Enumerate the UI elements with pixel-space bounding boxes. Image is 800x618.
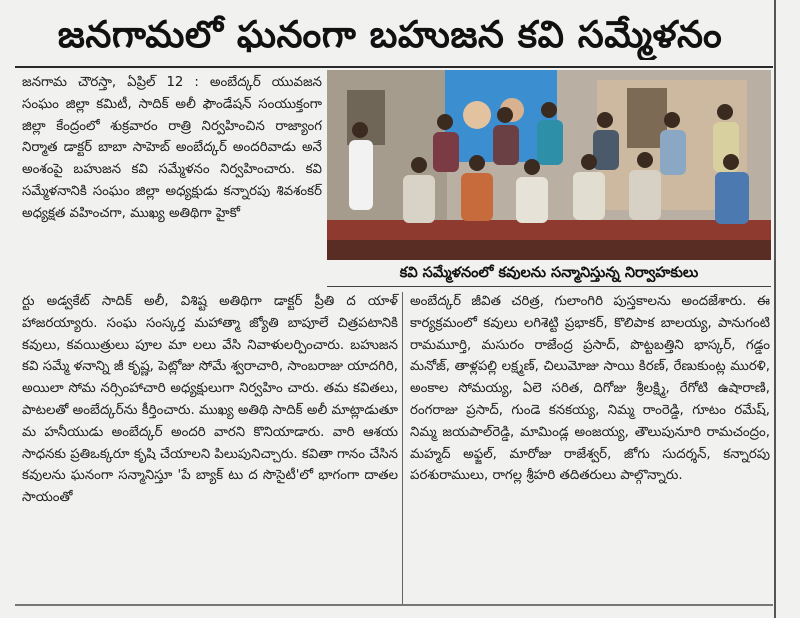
- article-right-column: [410, 291, 770, 487]
- poets-felicitation-photo: [327, 70, 771, 260]
- article-intro: జనగామ చౌరస్తా, ఏప్రిల్ 12 : అంబేద్కర్ యువజన సంఘం జిల్లా కమిటీ, సాదిక్ అలీ ఫౌండేషన్ సంయుక్తంగా జిల్లా కేంద్రంలో శుక్రవారం రాత్రి నిర్వహించిన రాజ్యాంగ నిర్మాత డాక్టర్ బాబా సాహెబ్ అంబేద్కర్ అందరివాడు అనే అంశంపై బహుజన కవి సమ్మేళనం నిర్వహించారు. కవి సమ్మేళనానికి సంఘం జిల్లా అధ్యక్షుడు కన్నారపు శివశంకర్ అధ్యక్షత వహించగా, ముఖ్య అతిథిగా హైకో: [22, 75, 322, 221]
- article-photo: [327, 70, 771, 260]
- column-border-right: [774, 0, 776, 618]
- article-right-text: అంబేద్కర్ జీవిత చరిత్ర, గులాంగిరి పుస్తకాలను అందజేశారు. ఈ కార్యక్రమంలో కవులు లగిశెట్టి ప్రభాకర్, కొలిపాక బాలయ్య, పానుగంటి రామమూర్తి, మసురం రాజేంద్ర ప్రసాద్, పొట్టబత్తిని భాస్కర్, గడ్డం మనోజ్, తాళ్లపల్లి లక్ష్మణ్, చిలుమోజు సాయి కిరణ్, రేణుకుంట్ల మురళి, అంకాల సోమయ్య, ఏలె సరిత, దిగోజు శ్రీలక్ష్మి, రేగోటి ఉషారాణి, రంగరాజు ప్రసాద్, గుండె కనకయ్య, నిమ్మ రాంరెడ్డి, గూటం రమేష్, నిమ్మ జయపాల్‌రెడ్డి, మామిండ్ల అంజయ్య, తౌలుపునూరి రామచంద్రం, మహ్మద్ అఫ్జల్, మారోజు రాజేశ్వర్, జోగు సుదర్శన్, కన్నారపు పరశురాములు, రాగల్ల శ్రీహరి తదితరులు పాల్గొన్నారు.: [410, 294, 770, 484]
- article-left-text: ర్టు అడ్వకేట్ సాదిక్ అలీ, విశిష్ట అతిథిగా డాక్టర్ ప్రీతి ద యాళ్ హాజరయ్యారు. సంఘ సంస్కర్త మహాత్మా జ్యోతి బాపూలే చిత్రపటానికి కవులు, కవయిత్రులు పూల మా లలు వేసి నివాళులర్పించారు. బహుజన కవి సమ్మే ళనాన్ని జీ కృష్ణ, పెట్లోజు సోమే శ్వరాచారి, సాంబరాజు యాదగిరి, అయిలా సోమ నర్సింహాచారి అధ్యక్షులుగా నిర్వహిం చారు. తమ కవితలు, పాటలతో అంబేద్కర్‌ను కీర్తించారు. ముఖ్య అతిథి సాదిక్ అలీ మాట్లాడుతూ మ హనీయుడు అంబేద్కర్ అందరి వారని కొనియాడారు. వారి ఆశయ సాధనకు ప్రతిఒక్కరూ కృషి చేయాలని పిలుపునిచ్చారు. కవితా గానం చేసిన కవులను ఘనంగా సన్మానిస్తూ 'పే బ్యాక్ టు ద సొసైటీ'లో భాగంగా దాతల సాయంతో: [22, 294, 398, 506]
- photo-caption: కవి సమ్మేళనంలో కవులను సన్మానిస్తున్న నిర్వాహకులు: [327, 260, 771, 287]
- bottom-rule: [15, 604, 773, 606]
- article-left-column: [22, 291, 398, 509]
- column-divider: [402, 292, 403, 604]
- headline: జనగామలో ఘనంగా బహుజన కవి సమ్మేళనం: [57, 12, 723, 56]
- article-intro-column: [22, 72, 322, 225]
- headline-rule: [15, 66, 773, 68]
